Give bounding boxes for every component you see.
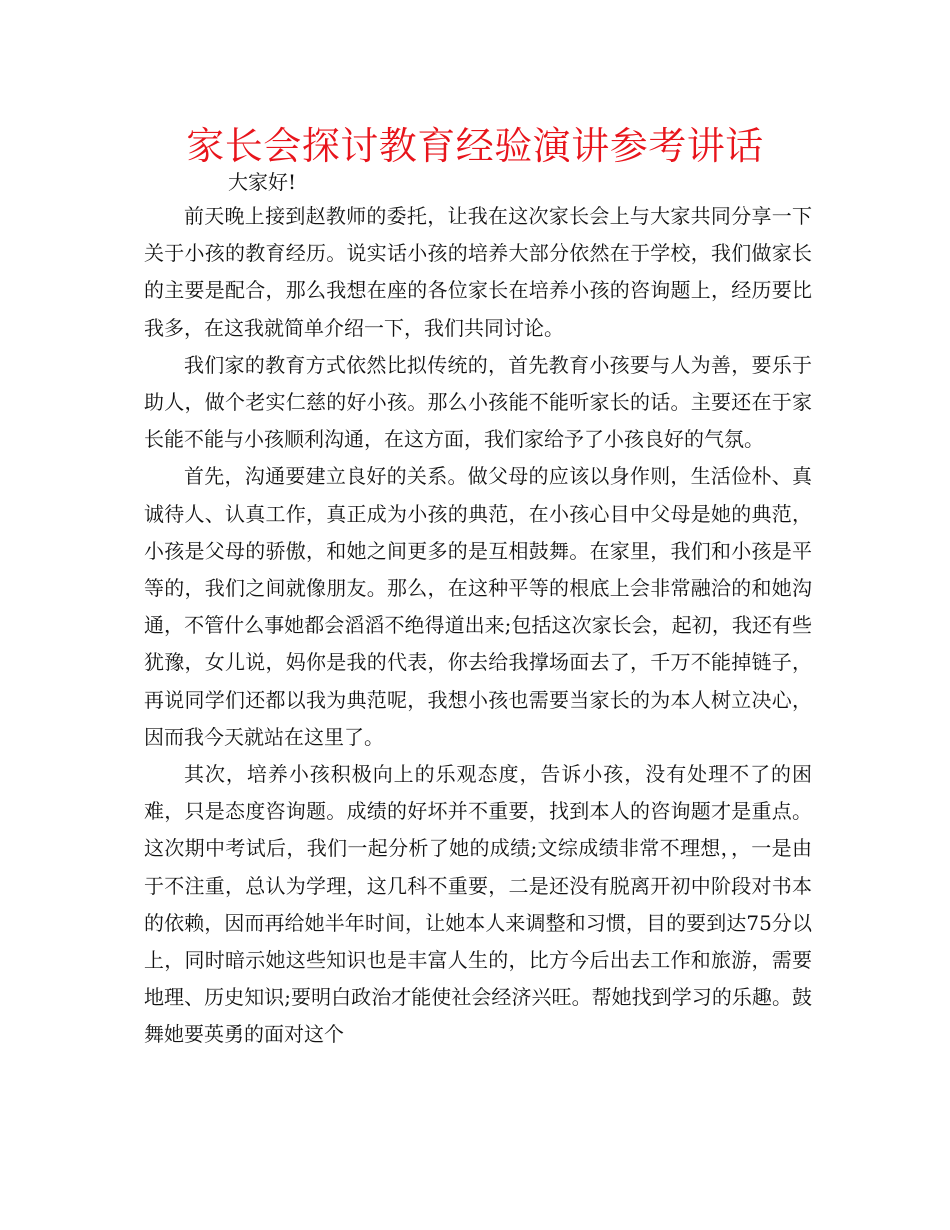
paragraph-1: 前天晚上接到赵教师的委托，让我在这次家长会上与大家共同分享一下关于小孩的教育经历。说实话小孩的培养大部分依然在于学校，我们做家长的主要是配合，那么我想在座的各位家长在培养小孩的咨询题上，经历要比我多，在这我就简单介绍一下，我们共同讨论。	[144, 204, 812, 340]
document-title: 家长会探讨教育经验演讲参考讲话	[186, 124, 764, 168]
paragraph-4: 其次，培养小孩积极向上的乐观态度，告诉小孩，没有处理不了的困难，只是态度咨询题。成绩的好坏并不重要，找到本人的咨询题才是重点。这次期中考试后，我们一起分析了她的成绩;文综成绩非常不理想，，一是由于不注重，总认为学理，这几科不重要，二是还没有脱离开初中阶段对书本的依赖，因而再给她半年时间，让她本人来调整和习惯，目的要到达75分以上，同时暗示她这些知识也是丰富人生的，比方今后出去工作和旅游，需要地理、历史知识;要明白政治才能使社会经济兴旺。帮她找到学习的乐趣。鼓舞她要英勇的面对这个	[144, 762, 812, 1047]
paragraph-2: 我们家的教育方式依然比拟传统的，首先教育小孩要与人为善，要乐于助人，做个老实仁慈的好小孩。那么小孩能不能听家长的话。主要还在于家长能不能与小孩顺利沟通，在这方面，我们家给予了小孩良好的气氛。	[144, 352, 812, 452]
greeting-line: 大家好!	[228, 170, 297, 194]
document-body	[144, 198, 812, 1054]
paragraph-3: 首先，沟通要建立良好的关系。做父母的应该以身作则，生活俭朴、真诚待人、认真工作，真正成为小孩的典范，在小孩心目中父母是她的典范，小孩是父母的骄傲，和她之间更多的是互相鼓舞。在家里，我们和小孩是平等的，我们之间就像朋友。那么，在这种平等的根底上会非常融洽的和她沟通，不管什么事她都会滔滔不绝得道出来;包括这次家长会，起初，我还有些犹豫，女儿说，妈你是我的代表，你去给我撑场面去了，千万不能掉链子，再说同学们还都以我为典范呢，我想小孩也需要当家长的为本人树立决心，因而我今天就站在这里了。	[144, 464, 812, 749]
